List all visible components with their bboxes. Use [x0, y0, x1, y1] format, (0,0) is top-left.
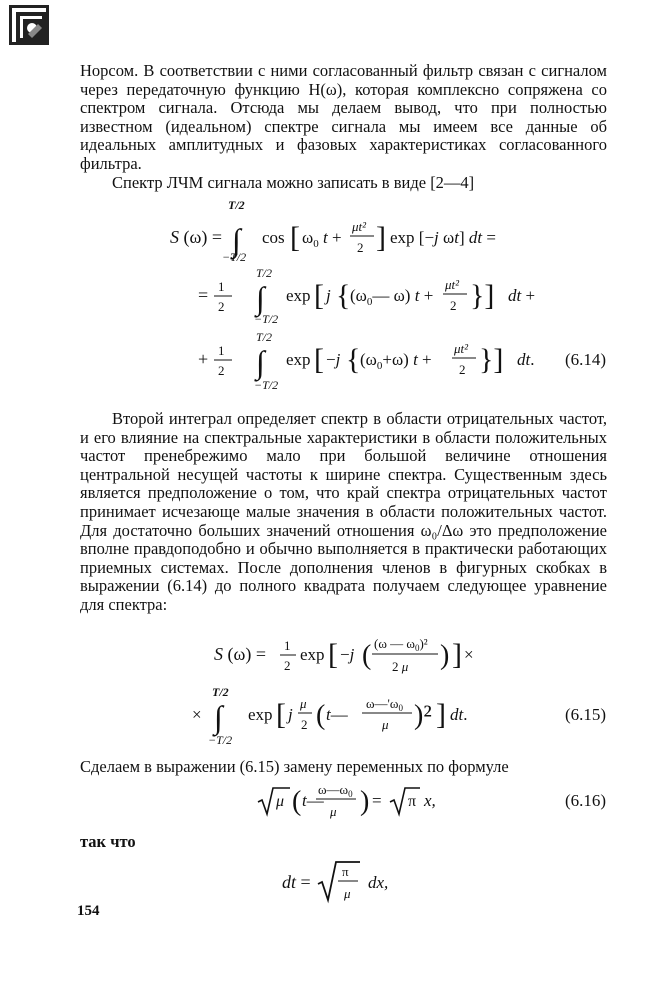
svg-text:x,: x, — [424, 791, 436, 810]
page-number: 154 — [77, 903, 100, 919]
paragraph-second-integral: Второй интеграл определяет спектр в области отрицательных частот, и его влияние на спектральные характеристики в области положительных частот пренебрежимо мало при большой величине отношения центральной несущей частоты к ширине спектра. Существенным здесь является предположение о том, что край спектра отрицательных частот принимает исчезающе малые значения в области положительных частот. Для достаточно больших значений отношения ω₀/Δω это предположение вполне правдоподобно и обычно выполняется в практически работающих приемных системах. После дополнения членов в фигурных скобках в выражении (6.14) до полного квадрата получаем следующее уравнение для спектра: — [80, 409, 607, 614]
svg-text:}]: }] — [470, 279, 495, 312]
corner-ornament-icon — [8, 4, 50, 46]
svg-text:2: 2 — [357, 240, 364, 255]
paragraph-lfm-spectrum: Спектр ЛЧМ сигнала можно записать в виде [2—4] — [112, 173, 475, 192]
svg-text:j: j — [288, 705, 293, 724]
svg-text:∫: ∫ — [256, 280, 265, 316]
svg-text:T/2: T/2 — [256, 266, 273, 280]
paragraph-substitution: Сделаем в выражении (6.15) замену переменных по формуле — [80, 757, 509, 776]
paragraph-intro: Норсом. В соответствии с ними согласованный фильтр связан с сигналом через передаточную функцию H(ω), которая комплексно сопряжена со спектром сигнала. Отсюда мы делаем вывод, что при полностью известном (идеальном) спектре сигнала мы имеем все данные об идеальных амплитудных и фазовых характеристиках согласованного фильтра. — [80, 61, 607, 173]
svg-text:{: { — [336, 279, 351, 312]
svg-text:): ) — [440, 640, 450, 671]
svg-text:]: ] — [436, 698, 446, 731]
svg-text:(ω0+ω) t +: $(\omega_0+\omega) t$ + — [360, 350, 432, 372]
svg-text:2: 2 — [459, 362, 466, 377]
svg-text:μ: μ — [330, 804, 337, 819]
svg-text:2: 2 — [301, 717, 308, 732]
svg-text:π: π — [342, 864, 349, 879]
svg-text:dt.: dt. — [450, 705, 468, 724]
equation-6-15 — [0, 632, 657, 752]
svg-text:(ω0— ω) t +: ($\omega_0—$ ω) t + — [350, 286, 434, 308]
svg-text:exp: exp — [300, 645, 325, 664]
svg-text:μt²: μt² — [445, 277, 460, 292]
equation-dt — [0, 858, 657, 908]
svg-text:μ: μ — [382, 717, 389, 732]
svg-text:{: { — [346, 343, 361, 376]
svg-text:T/2: T/2 — [228, 198, 245, 212]
svg-text:−T/2: −T/2 — [254, 312, 279, 326]
svg-text:[: [ — [314, 343, 324, 376]
svg-text:(: ( — [316, 700, 326, 731]
svg-text:j: j — [326, 286, 331, 305]
svg-text:1: 1 — [284, 638, 291, 653]
svg-text:ω0 t +: $\omega_0$ t + — [302, 228, 342, 250]
svg-text:2: 2 — [284, 658, 291, 673]
svg-text:(ω — ω0)²: (ω — $\omega_0)^2$ — [374, 636, 428, 653]
svg-text:dt.: dt. — [517, 350, 535, 369]
svg-text:[: [ — [328, 638, 338, 671]
equation-label-6-15: (6.15) — [565, 705, 607, 724]
svg-text:=: = — [372, 791, 382, 810]
svg-text:exp: exp — [286, 350, 311, 369]
svg-text:)²: )² — [414, 700, 432, 731]
svg-text:S (ω) =: S (ω) = — [170, 227, 222, 247]
equation-label-6-16: (6.16) — [565, 791, 607, 810]
svg-text:μt²: μt² — [454, 341, 469, 356]
svg-text:(: ( — [362, 640, 372, 671]
svg-text:×: × — [464, 645, 474, 664]
svg-text:ω—'ω0: $\omega—'\omega_0$ — [366, 696, 403, 713]
svg-text:μ: μ — [276, 793, 285, 810]
svg-text:2: 2 — [450, 298, 457, 313]
svg-text:∫: ∫ — [232, 222, 241, 258]
equation-label-6-14: (6.14) — [565, 350, 607, 369]
svg-text:dt +: dt + — [508, 286, 536, 305]
svg-text:[: [ — [290, 221, 300, 254]
svg-text:−j: −j — [340, 645, 355, 664]
svg-text:dx,: dx, — [368, 873, 389, 892]
svg-text:}]: }] — [479, 343, 504, 376]
svg-text:2: 2 — [218, 363, 225, 378]
svg-text:exp: exp — [248, 705, 273, 724]
svg-text:∫: ∫ — [256, 344, 265, 380]
svg-text:μt²: μt² — [352, 219, 367, 234]
svg-text:∫: ∫ — [214, 699, 223, 735]
svg-text:=: = — [198, 285, 209, 305]
paragraph-so-that: так что — [80, 832, 136, 851]
svg-text:dt =: dt = — [282, 872, 311, 892]
svg-text:]: ] — [376, 221, 386, 254]
svg-text:t—: t— — [302, 791, 324, 810]
svg-text:μ: μ — [344, 886, 351, 901]
svg-text:−j: −j — [326, 350, 341, 369]
equation-6-16 — [0, 780, 657, 830]
svg-text:S (ω) =: S (ω) = — [214, 644, 266, 664]
svg-text:T/2: T/2 — [212, 685, 229, 699]
svg-text:(: ( — [292, 786, 302, 817]
svg-text:cos: cos — [262, 228, 285, 247]
equation-6-14 — [0, 195, 657, 395]
svg-text:π: π — [408, 793, 417, 810]
svg-text:): ) — [360, 786, 370, 817]
svg-text:μ: μ — [300, 696, 307, 711]
svg-text:1: 1 — [218, 343, 225, 358]
svg-text:]: ] — [452, 638, 462, 671]
svg-text:+: + — [198, 349, 209, 369]
svg-text:−T/2: −T/2 — [254, 378, 279, 392]
svg-text:exp: exp — [286, 286, 311, 305]
svg-text:2 μ: 2 μ — [392, 659, 409, 674]
svg-text:[: [ — [276, 698, 286, 731]
svg-text:t—: t— — [326, 705, 348, 724]
svg-text:exp [−j ωt] dt =: exp [−j ωt] dt = — [390, 228, 496, 247]
svg-text:2: 2 — [218, 299, 225, 314]
svg-text:×: × — [192, 705, 202, 724]
svg-text:[: [ — [314, 279, 324, 312]
svg-text:−T/2: −T/2 — [222, 250, 247, 264]
svg-text:ω—ω0: $\omega—\omega_0$ — [318, 782, 353, 799]
svg-text:−T/2: −T/2 — [208, 733, 233, 747]
svg-text:T/2: T/2 — [256, 330, 273, 344]
svg-text:1: 1 — [218, 279, 225, 294]
